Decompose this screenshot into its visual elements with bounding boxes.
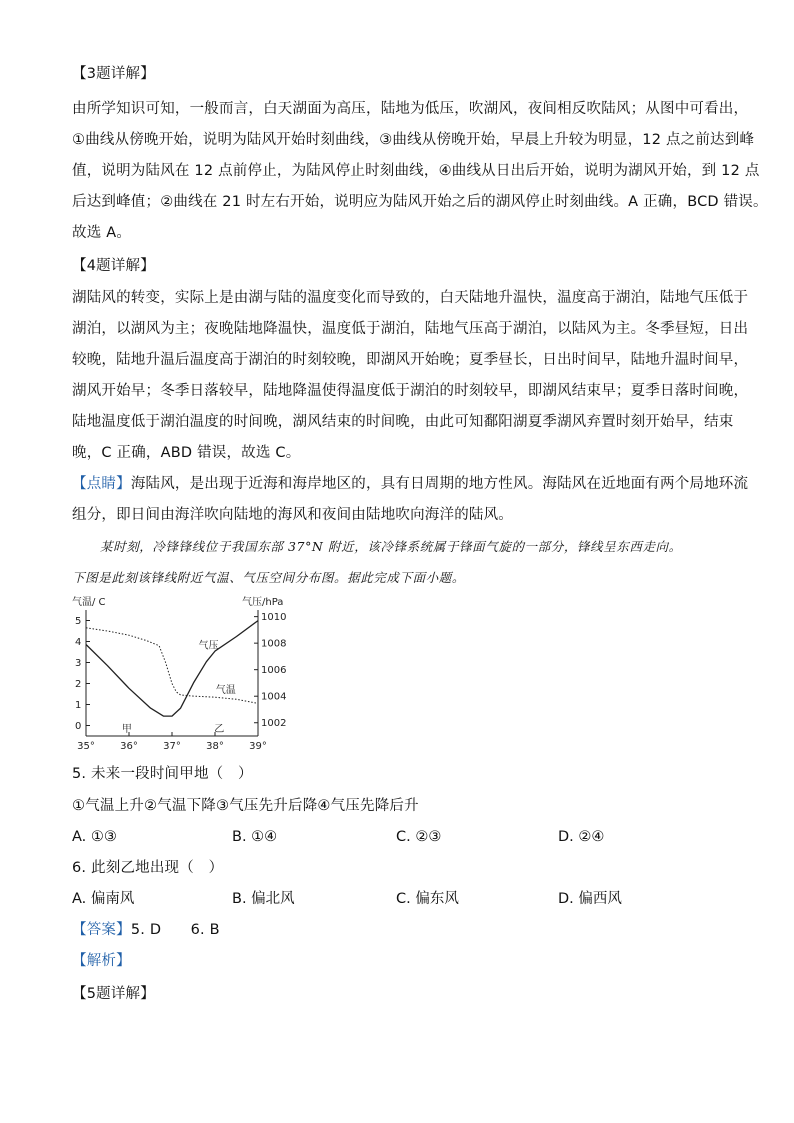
series-line-气压 xyxy=(86,621,258,717)
y-right-tick-label: 1006 xyxy=(261,665,287,677)
place-label: 乙 xyxy=(214,724,225,735)
answer-text: 5. D 6. B xyxy=(130,922,220,938)
section4-line-6: 晚，C 正确，ABD 错误，故选 C。 xyxy=(72,445,301,461)
q6-option-c[interactable]: C. 偏东风 xyxy=(396,891,459,907)
q5-stem: 5. 未来一段时间甲地（ ） xyxy=(72,766,253,782)
y-left-tick-label: 0 xyxy=(75,721,82,732)
q6-stem: 6. 此刻乙地出现（ ） xyxy=(72,860,224,876)
y-left-tick-label: 1 xyxy=(75,700,82,711)
section4-line-1: 湖陆风的转变，实际上是由湖与陆的温度变化而导致的，白天陆地升温快，温度高于湖泊，陆地气压低于 xyxy=(72,290,749,306)
q6-option-d[interactable]: D. 偏西风 xyxy=(558,891,622,907)
intro-line-1: 某时刻，冷锋锋线位于我国东部 37°N 附近，该冷锋系统属于锋面气旋的一部分，锋线呈东西走向。 xyxy=(100,539,682,554)
section3-line-3: 值，说明为陆风在 12 点前停止，为陆风停止时刻曲线，④曲线从日出后开始，说明为湖风开始，到 12 点 xyxy=(72,163,760,179)
chart-frame xyxy=(86,610,258,736)
q6-option-b[interactable]: B. 偏北风 xyxy=(232,891,295,907)
place-label: 甲 xyxy=(121,724,132,735)
answer-line xyxy=(72,920,220,940)
y-left-tick-label: 2 xyxy=(75,679,82,690)
x-tick-label: 39° xyxy=(249,741,267,752)
answer-label: 【答案】 xyxy=(72,922,131,938)
section3-line-1: 由所学知识可知，一般而言，白天湖面为高压，陆地为低压，吹湖风，夜间相反吹陆风；从图中可看出， xyxy=(72,101,749,117)
y-left-tick-label: 5 xyxy=(75,616,82,627)
y-axis-left-label: 气温/ C xyxy=(72,597,106,608)
dianjing-label: 【点睛】 xyxy=(72,476,131,492)
section4-header: 【4题详解】 xyxy=(72,258,155,274)
dianjing-text-1: 海陆风，是出现于近海和海岸地区的，具有日周期的地方性风。海陆风在近地面有两个局地环流 xyxy=(130,476,749,492)
y-left-tick-label: 3 xyxy=(75,658,82,669)
chart-annotations xyxy=(122,639,236,735)
y-left-tick-label: 4 xyxy=(75,637,82,648)
chart-series xyxy=(86,621,258,717)
q6-option-a[interactable]: A. 偏南风 xyxy=(72,891,135,907)
section5-header: 【5题详解】 xyxy=(72,986,155,1002)
q5-option-a[interactable]: A. ①③ xyxy=(72,829,117,845)
intro-line-2: 下图是此刻该锋线附近气温、气压空间分布图。据此完成下面小题。 xyxy=(72,570,466,585)
y-right-tick-label: 1004 xyxy=(261,691,287,703)
section3-line-2: ①曲线从傍晚开始，说明为陆风开始时刻曲线，③曲线从傍晚开始，早晨上升较为明显，12 点之前达到峰 xyxy=(72,132,755,148)
q5-option-c[interactable]: C. ②③ xyxy=(396,829,442,845)
section3-line-4: 后达到峰值；②曲线在 21 时左右开始，说明应为陆风开始之后的湖风停止时刻曲线。A 正确，BCD 错误。 xyxy=(72,194,768,210)
q5-option-b[interactable]: B. ①④ xyxy=(232,829,278,845)
section4-line-5: 陆地温度低于湖泊温度的时间晚，湖风结束的时间晚，由此可知鄱阳湖夏季湖风弃置时刻开始早，结束 xyxy=(72,414,734,430)
analysis-label: 【解析】 xyxy=(72,953,131,969)
series-label: 气压 xyxy=(198,640,219,652)
x-tick-label: 37° xyxy=(163,741,181,752)
y-right-tick-label: 1008 xyxy=(261,638,287,650)
chart-ticks xyxy=(75,612,286,752)
series-label: 气温 xyxy=(215,684,236,696)
y-right-tick-label: 1010 xyxy=(261,612,287,624)
q5-option-d[interactable]: D. ②④ xyxy=(558,829,605,845)
x-tick-label: 38° xyxy=(206,741,224,752)
section4-line-3: 较晚，陆地升温后温度高于湖泊的时刻较晚，即湖风开始晚；夏季昼长，日出时间早，陆地升温时间早， xyxy=(72,352,749,368)
dianjing-line-1 xyxy=(72,474,748,494)
temperature-pressure-chart xyxy=(70,592,320,762)
y-right-tick-label: 1002 xyxy=(261,718,287,730)
dianjing-line-2: 组分，即日间由海洋吹向陆地的海风和夜间由陆地吹向海洋的陆风。 xyxy=(72,507,513,523)
section4-line-4: 湖风开始早；冬季日落较早，陆地降温使得温度低于湖泊的时刻较早，即湖风结束早；夏季日落时间晚， xyxy=(72,383,749,399)
x-tick-label: 35° xyxy=(77,741,95,752)
q5-items: ①气温上升②气温下降③气压先升后降④气压先降后升 xyxy=(72,798,419,814)
section3-line-5: 故选 A。 xyxy=(72,225,132,241)
section4-line-2: 湖泊，以湖风为主；夜晚陆地降温快，温度低于湖泊，陆地气压高于湖泊，以陆风为主。冬季昼短，日出 xyxy=(72,321,749,337)
x-tick-label: 36° xyxy=(120,741,138,752)
y-axis-right-label: 气压/hPa xyxy=(242,597,284,608)
section3-header: 【3题详解】 xyxy=(72,66,155,82)
